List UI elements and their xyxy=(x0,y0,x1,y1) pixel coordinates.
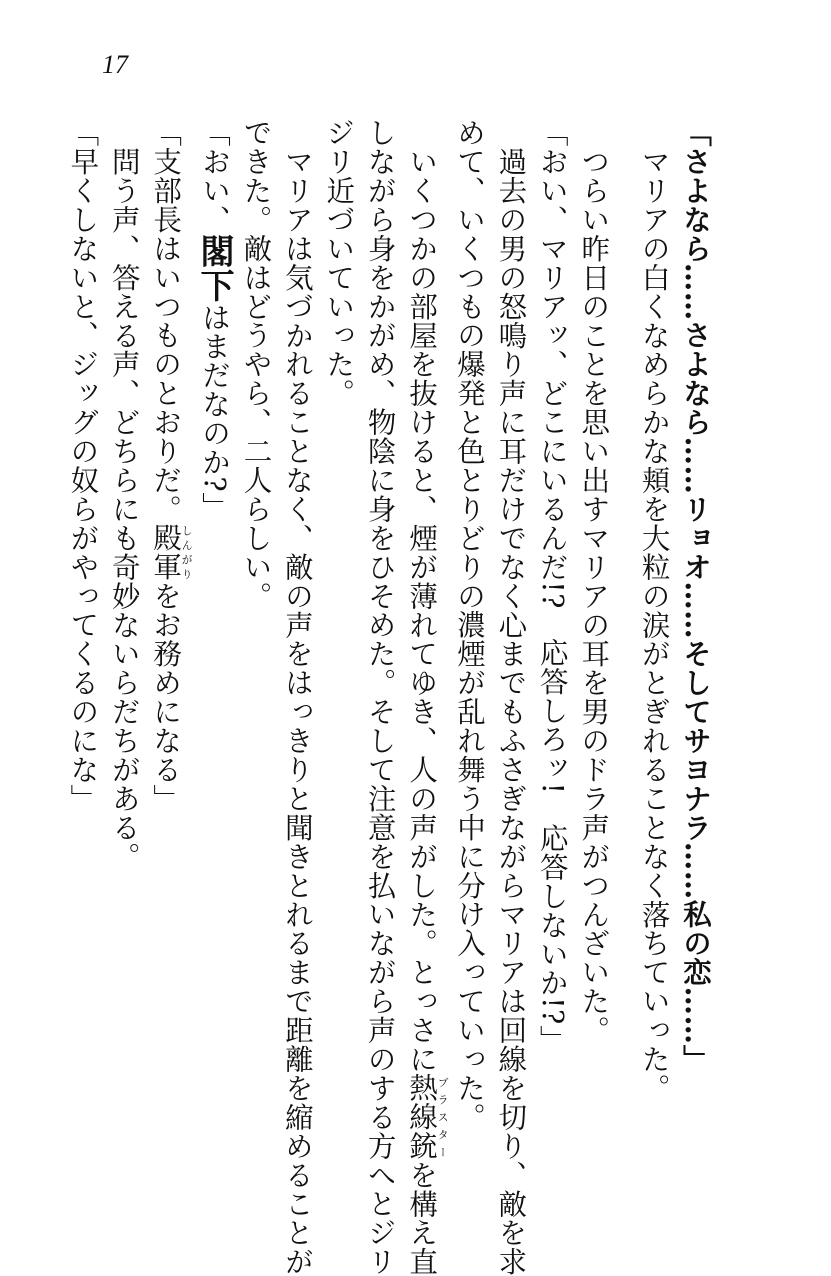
text-line: 「おい、マリアッ、どこにいるんだ!? 応答しろッ! 応答しないか!?」 xyxy=(535,118,569,1054)
text-line: ジリ近づいていった。 xyxy=(322,118,356,408)
vertical-text-body xyxy=(62,118,716,1276)
text-line-segment: 「おい、 xyxy=(198,118,232,234)
section-break xyxy=(614,118,633,1168)
ruby-base: 熱線銃 xyxy=(405,1073,439,1161)
text-line xyxy=(145,118,193,1168)
text-line: めて、いくつもの爆発と色とりどりの濃煙が乱れ舞う中に分け入っていった。 xyxy=(452,118,486,1132)
text-line: 問う声、答える声、どちらにも奇妙ないらだちがある。 xyxy=(107,147,141,871)
page-number: 17 xyxy=(102,50,128,79)
text-line: つらい昨日のことを思い出すマリアの耳を男のドラ声がつんざいた。 xyxy=(577,147,611,1045)
text-line: 過去の男の怒鳴り声に耳だけでなく心までもふさぎながらマリアは回線を切り、敵を求 xyxy=(494,147,528,1276)
text-line: 「早くしないと、ジッグの奴らがやってくるのにな」 xyxy=(66,118,100,813)
text-line xyxy=(193,118,235,1168)
text-line: 「さよなら……さよなら……リョオ……そしてサヨナラ……私の恋……」 xyxy=(679,118,713,1074)
text-line-segment: をお務めになる」 xyxy=(149,581,183,813)
ruby-reading: しんがり xyxy=(180,523,194,582)
ruby-reading: ブラスター xyxy=(436,1073,450,1161)
text-line-segment: いくつかの部屋を抜けると、煙が薄れてゆき、人の声がした。とっさに xyxy=(405,147,439,1074)
text-line xyxy=(401,118,450,1276)
ruby-word xyxy=(405,1073,450,1161)
text-line: マリアの白くなめらかな頬を大粒の涙がとぎれることなく落ちていった。 xyxy=(637,147,671,1103)
text-line: できた。敵はどうやら、二人らしい。 xyxy=(239,118,273,611)
text-line: マリアは気づかれることなく、敵の声をはっきりと聞きとれるまで距離を縮めることが xyxy=(280,147,314,1276)
text-line-segment: はまだなのか?」 xyxy=(198,302,232,522)
text-line-segment: を構え直 xyxy=(405,1160,439,1276)
ruby-word xyxy=(149,523,194,582)
text-line-segment: 「支部長はいつものとおりだ。 xyxy=(149,118,183,524)
ruby-base: 殿軍 xyxy=(149,523,183,582)
emphasized-word: 閣下 xyxy=(194,233,235,303)
text-line: しながら身をかがめ、物陰に身をひそめた。そして注意を払いながら声のする方へとジリ xyxy=(363,118,397,1276)
